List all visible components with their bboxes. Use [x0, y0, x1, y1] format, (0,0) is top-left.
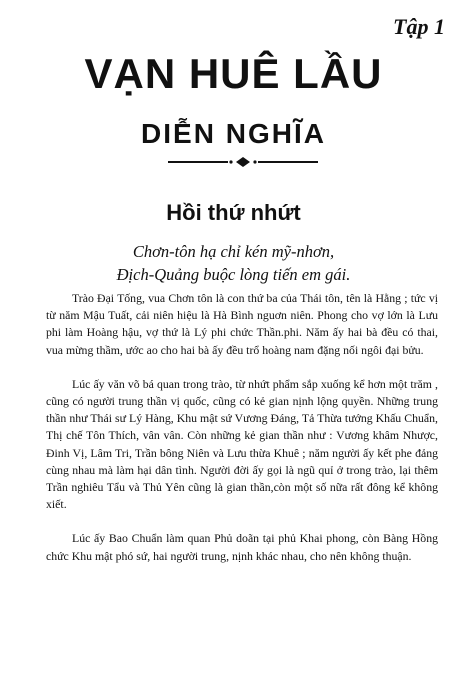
- chapter-heading: Hồi thứ nhứt: [166, 200, 301, 225]
- couplet-line-1: Chơn-tôn hạ chỉ kén mỹ-nhơn,: [132, 242, 335, 261]
- chapter-couplet: [0, 240, 467, 286]
- volume-label: Tập 1: [393, 14, 445, 39]
- body-text: [46, 290, 438, 582]
- paragraph-1: Trào Đại Tống, vua Chơn tôn là con thứ ba của Thái tôn, tên là Hằng ; tức vị từ năm Mậu Tuất, cải niên hiệu là Hà Bình nguơn niên. Phong cho vợ lớn là Lưu phi làm Hoàng hậu, vợ thứ là Lý phi chức Thần.phi. Năm ấy hai bà đều có thai, vua mừng thầm, ước ao cho hai bà ấy đều trổ hoàng nam đặng nối ngôi đại bửu.: [46, 291, 438, 357]
- couplet-line-2: Địch-Quảng buộc lòng tiến em gái.: [116, 265, 351, 284]
- paragraph-2: Lúc ấy văn võ bá quan trong trào, từ nhứt phẩm sắp xuống kể hơn một trăm , cũng có người trung thần vị quốc, cũng có kẻ gian nịnh lộng quyền. Những trung thần như Thái sư Lý Hàng, Khu mật sứ Vương Đáng, Tả Thừa tướng Khấu Chuẩn, Thị chế Tôn Thích, vân vân. Còn những kẻ gian thần như : Vương khâm Nhược, Đinh Vị, Lâm Tri, Trần bông Niên và Lưu thừa Khuê ; năm người ấy kết phe đảng cùng nhau mà làm hại dân tình. Người đời ấy gọi là ngũ quỉ ở trong trào, lại thêm Trần nghiêu Tẩu và Thủ Yên cũng là gian thần,còn một số nữa rất đông kể không xiết.: [46, 376, 438, 512]
- ornament-divider: [168, 157, 318, 167]
- paragraph-3: Lúc ấy Bao Chuẩn làm quan Phủ doãn tại phủ Khai phong, còn Bàng Hồng chức Khu mật phó sứ, hai người trung, nịnh khác nhau, cho nên không thuận.: [46, 531, 438, 563]
- book-subtitle: DIỄN NGHĨA: [141, 118, 326, 149]
- book-title: VẠN HUÊ LẦU: [84, 50, 383, 97]
